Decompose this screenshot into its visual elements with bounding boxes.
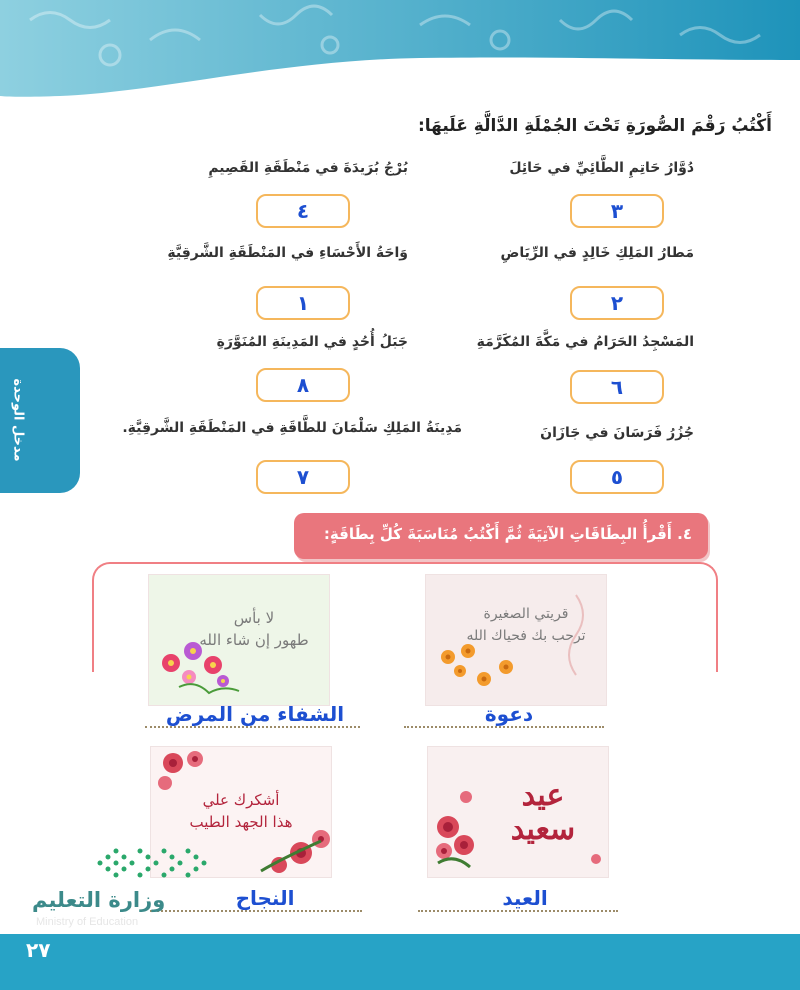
answer-box[interactable]: ٦: [570, 370, 664, 404]
card-answer[interactable]: النجاح: [235, 886, 295, 910]
card-line: لا بأس: [233, 609, 275, 627]
card-answer[interactable]: العيد: [502, 886, 548, 910]
question-label: مَطارُ المَلِكِ خَالِدٍ في الرِّيَاضِ: [500, 245, 694, 261]
card-text: [466, 603, 586, 647]
ministry-english-name: Ministry of Education: [36, 916, 139, 928]
card-answer[interactable]: الشفاء من المرض: [165, 702, 345, 726]
card-line: ترحب بك فحياك الله: [466, 628, 586, 644]
answer-box[interactable]: ٧: [256, 460, 350, 494]
ministry-arabic-name: وزارة التعليم: [32, 888, 166, 912]
card-eid: [427, 746, 609, 878]
answer-box[interactable]: ٨: [256, 368, 350, 402]
card-line: قريتي الصغيرة: [483, 606, 569, 622]
question-label: جُزُرُ فَرَسَانَ في جَازَانَ: [540, 425, 694, 441]
answer-line: [418, 910, 618, 912]
card-line: أشكرك علي: [202, 791, 280, 809]
section-4-title: ٤. أَقْرأُ البِطَاقَاتِ الآتِيَةَ ثُمَّ أَكْتُبُ مُنَاسَبَةَ كُلِّ بِطَاقَةٍ:: [323, 525, 692, 543]
question-label: المَسْجِدُ الحَرَامُ في مَكَّةَ المُكَرَّمَةِ: [476, 334, 694, 350]
answer-line: [404, 726, 604, 728]
answer-box[interactable]: ٥: [570, 460, 664, 494]
question-label: وَاحَةُ الأَحْسَاءِ في المَنْطَقَةِ الشَّرقِيَّةِ: [167, 245, 408, 261]
card-text: [189, 607, 319, 651]
card-text: [171, 789, 311, 833]
card-line: طهور إن شاء الله: [199, 631, 309, 649]
answer-box[interactable]: ٣: [570, 194, 664, 228]
question-label: جَبَلُ أُحُدٍ في المَدِينَةِ المُنَوَّرَةِ: [216, 334, 408, 350]
answer-box[interactable]: ٤: [256, 194, 350, 228]
card-line: عيد: [521, 778, 565, 813]
eid-calligraphy: [488, 779, 598, 847]
card-line: سعيد: [510, 812, 576, 847]
card-recovery: [148, 574, 330, 706]
exercise-instruction: أَكْتُبُ رَقْمَ الصُّورَةِ تَحْتَ الجُمْلَةِ الدَّالَّةِ عَلَيهَا:: [417, 116, 772, 136]
question-label: مَدِينَةُ المَلِكِ سَلْمَانَ للطَّاقَةِ في المَنْطَقَةِ الشَّرقِيَّةِ.: [122, 420, 462, 436]
answer-line: [150, 910, 362, 912]
answer-box[interactable]: ١: [256, 286, 350, 320]
card-line: هذا الجهد الطيب: [189, 813, 293, 831]
section-4-banner: [294, 513, 708, 559]
top-banner: [0, 0, 800, 100]
answer-line: [145, 726, 360, 728]
question-label: دُوَّارُ حَاتِمِ الطَّائِيِّ في حَائِلَ: [509, 160, 694, 176]
card-answer[interactable]: دعوة: [484, 702, 534, 726]
ministry-logo-icon: [96, 843, 216, 883]
answer-box[interactable]: ٢: [570, 286, 664, 320]
bottom-bar: [0, 934, 800, 990]
question-label: بُرْجُ بُرَيدَةَ في مَنْطَقَةِ القَصِيمِ: [208, 160, 408, 176]
card-invitation: [425, 574, 607, 706]
page-number: ٢٧: [26, 938, 51, 962]
unit-side-tab: [0, 348, 80, 493]
side-tab-label: مدخل الوحدة: [10, 378, 26, 462]
